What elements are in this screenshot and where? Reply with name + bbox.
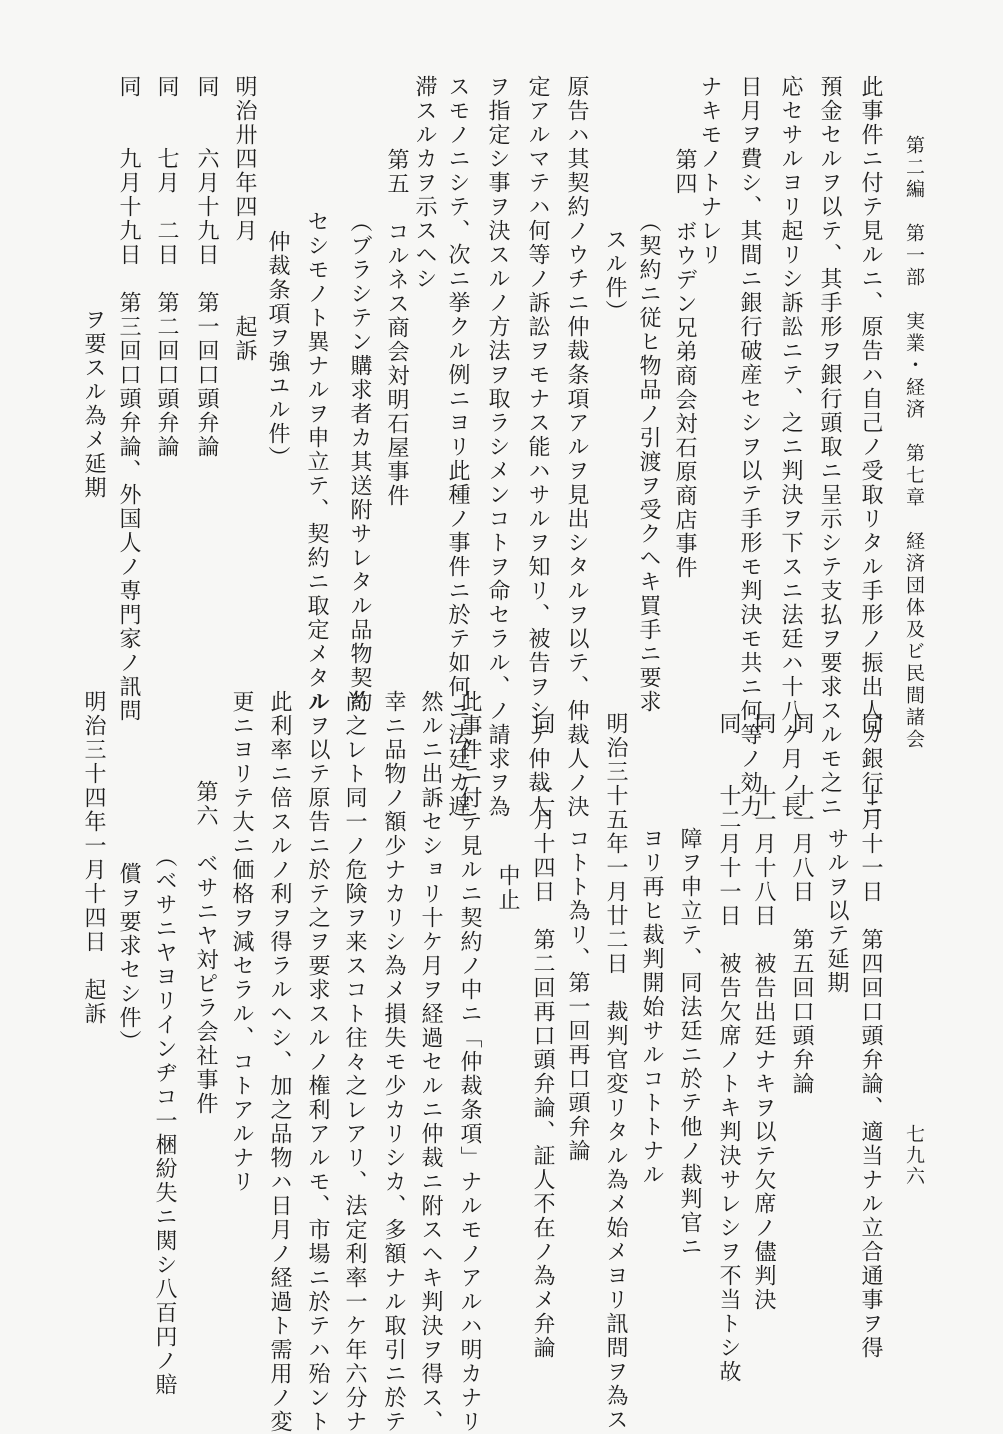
timeline-entry: 同 六月十九日 第一回口頭弁論	[194, 75, 219, 459]
timeline-entry: 同 十一月十八日 被告出廷ナキヲ以テ欠席ノ儘判決	[751, 712, 776, 1312]
timeline-entry: 明治三十四年一月十四日 起訴	[81, 690, 106, 1026]
running-header: 第二編 第一部 実業・経済 第七章 経済団体及ビ民間諸会	[903, 135, 925, 751]
section-heading-6: 第六 ベサニヤ対ピラ会社事件	[193, 780, 218, 1116]
text-column-bottom-14: 幸ニ品物ノ額少ナカリシ為メ損失モ少カリシカ、多額ナル取引ニ於テ	[381, 690, 406, 1434]
timeline-entry-continuation: サルヲ以テ延期	[824, 827, 849, 995]
text-column-top-10: 定アルマテハ何等ノ訴訟ヲモナス能ハサルヲ知リ、被告ヲシテ仲裁人	[525, 75, 550, 819]
text-column-bottom-17: 此利率ニ倍スルノ利ヲ得ラルヘシ、加之品物ハ日月ノ経過ト需用ノ変	[267, 690, 292, 1434]
text-column-top-1: 此事件ニ付テ見ルニ、原告ハ自己ノ受取リタル手形ノ振出人カ銀行ニ	[858, 75, 883, 819]
text-column-bottom-13: 然ルニ出訴セショリ十ケ月ヲ経過セルニ仲裁ニ附スヘキ判決ヲ得ス、	[418, 690, 443, 1434]
subtitle-5-line-3: 仲裁条項ヲ強ユル件）	[265, 230, 290, 470]
section-heading-5: 第五 コルネス商会対明石屋事件	[384, 148, 409, 508]
text-column-top-4: 日月ヲ費シ、其間ニ銀行破産セシヲ以テ手形モ判決モ共ニ何等ノ効力	[737, 75, 762, 819]
subtitle-5-line-2: セシモノト異ナルヲ申立テ、契約ニ取定メタル	[304, 210, 329, 714]
subtitle-4-line-2: スル件）	[602, 228, 627, 324]
text-column-top-13: 滞スルカヲ示スヘシ	[412, 75, 437, 291]
text-column-top-9: 原告ハ其契約ノウチニ仲裁条項アルヲ見出シタルヲ以テ、仲裁人ノ決	[564, 75, 589, 819]
text-column-bottom-12: 此事件ニ付テ見ルニ契約ノ中ニ「仲裁条項」ナルモノアルハ明カナリ	[457, 690, 482, 1434]
text-column-bottom-15: 尚之レト同一ノ危険ヲ来スコト往々之レアリ、法定利率一ケ年六分ナ	[342, 690, 367, 1434]
timeline-entry-continuation: ヲ要スル為メ延期	[81, 308, 106, 500]
subtitle-6-line-2: 償ヲ要求セシ件）	[116, 862, 141, 1054]
timeline-entry-continuation: 中止	[495, 864, 520, 912]
timeline-entry: 明治卅四年四月 起訴	[232, 75, 257, 363]
subtitle-5-line-1: （ブラシテン購求者カ其送附サレタル品物契約	[347, 210, 372, 714]
timeline-entry-continuation: ヨリ再ヒ裁判開始サルコトトナル	[639, 827, 664, 1187]
text-column-top-5: ナキモノトナレリ	[697, 75, 722, 267]
text-column-top-3: 応セサルヨリ起リシ訴訟ニテ、之ニ判決ヲ下スニ法廷ハ十八ケ月ノ長	[778, 75, 803, 819]
text-column-top-2: 預金セルヲ以テ、其手形ヲ銀行頭取ニ呈示シテ支払ヲ要求スルモ之ニ	[817, 75, 842, 819]
timeline-entry: 明治三十五年一月廿二日 裁判官変リタル為メ始メヨリ訊問ヲ為ス	[603, 712, 628, 1432]
text-column-bottom-16: ルヲ以テ原告ニ於テ之ヲ要求スルノ権利アルモ、市場ニ於テハ殆ント	[305, 690, 330, 1434]
timeline-entry-continuation: 障ヲ申立テ、同法廷ニ於テ他ノ裁判官ニ	[677, 827, 702, 1259]
text-column-bottom-18: 更ニヨリテ大ニ価格ヲ減セラル、コトアルナリ	[229, 690, 254, 1194]
timeline-entry: 同 十二月十一日 被告欠席ノトキ判決サレシヲ不当トシ故	[716, 712, 741, 1384]
page-number: 七九六	[903, 1124, 925, 1187]
timeline-entry: 同 九月十九日 第三回口頭弁論、外国人ノ専門家ノ訊問	[116, 75, 141, 723]
timeline-entry: 同 七月 二日 第二回口頭弁論	[154, 75, 179, 459]
timeline-entry: 同 十月十一日 第四回口頭弁論、適当ナル立合通事ヲ得	[858, 712, 883, 1360]
section-heading-4: 第四 ボウデン兄弟商会対石原商店事件	[672, 148, 697, 580]
timeline-entry-continuation: コトト為リ、第一回再口頭弁論	[565, 827, 590, 1163]
timeline-entry: 同 二月十四日 第二回再口頭弁論、証人不在ノ為メ弁論	[530, 712, 555, 1360]
subtitle-4-line-1: （契約ニ従ヒ物品ノ引渡ヲ受クヘキ買手ニ要求	[636, 210, 661, 714]
text-column-top-11: ヲ指定シ事ヲ決スルノ方法ヲ取ラシメンコトヲ命セラル、ノ請求ヲ為	[485, 75, 510, 819]
timeline-entry: 同 十一月八日 第五回口頭弁論	[789, 712, 814, 1096]
subtitle-6-line-1: （ベサニヤヨリインヂコ一梱紛失ニ関シ八百円ノ賠	[152, 845, 177, 1397]
text-column-top-12: スモノニシテ、次ニ挙クル例ニヨリ此種ノ事件ニ於テ如何ニ法廷カ遅	[445, 75, 470, 819]
